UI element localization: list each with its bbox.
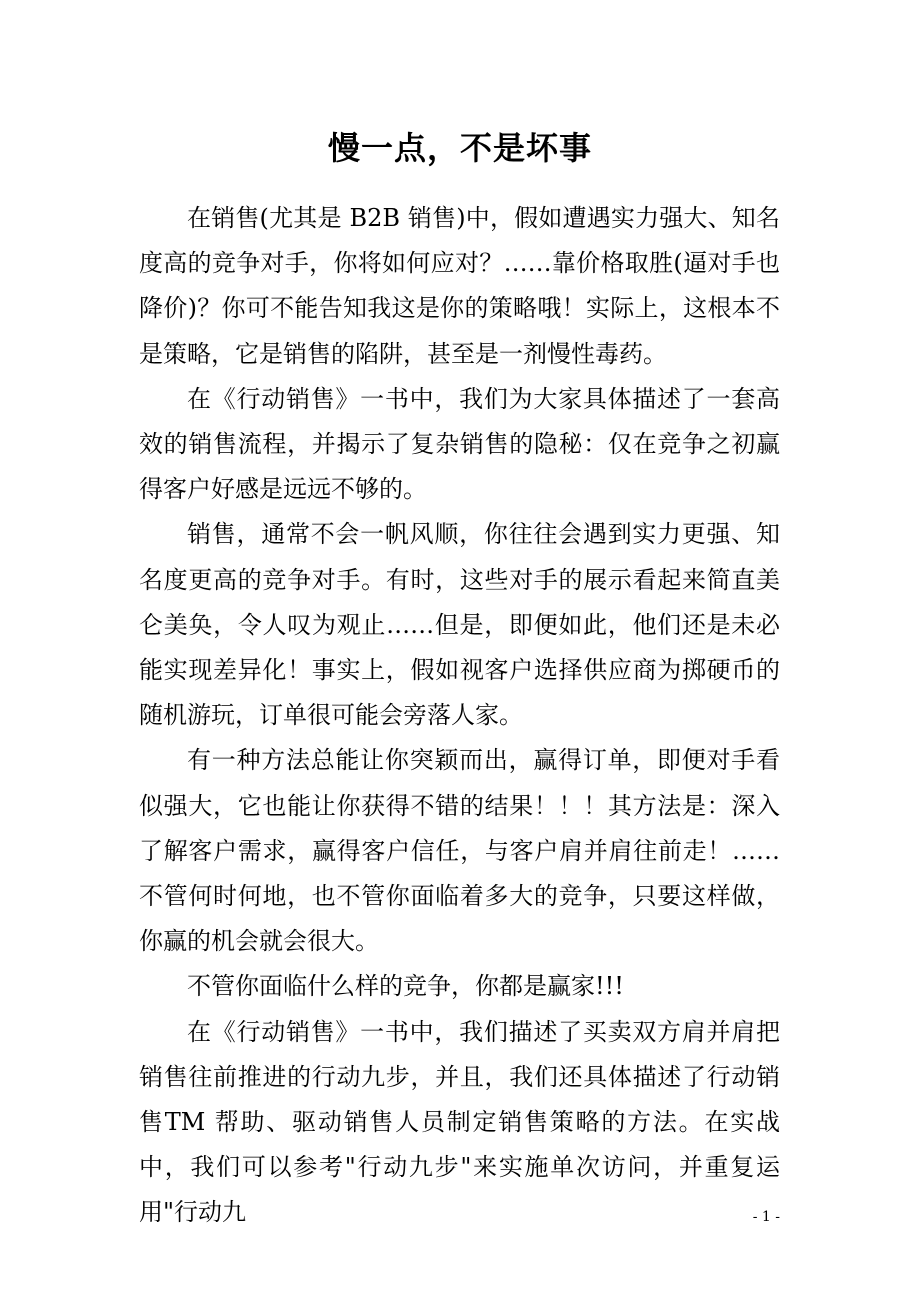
paragraph-6: 在《行动销售》一书中，我们描述了买卖双方肩并肩把销售往前推进的行动九步，并且，我们还具体描述了行动销售TM 帮助、驱动销售人员制定销售策略的方法。在实战中，我们可以参考"行动九步"来实施单次访问，并重复运用"行动九 [139,1017,780,1227]
paragraph-5: 不管你面临什么样的竞争，你都是赢家!!! [187,972,624,1001]
page-number-footer [0,1208,920,1226]
document-body [139,196,780,1236]
paragraph-4: 有一种方法总能让你突颖而出，赢得订单，即便对手看似强大，它也能让你获得不错的结果！！！其方法是：深入了解客户需求，赢得客户信任，与客户肩并肩往前走！……不管何时何地，也不管你面临着多大的竞争，只要这样做，你赢的机会就会很大。 [139,746,780,956]
document-title: 慢一点，不是坏事 [327,129,592,167]
paragraph-2: 在《行动销售》一书中，我们为大家具体描述了一套高效的销售流程，并揭示了复杂销售的隐秘：仅在竞争之初赢得客户好感是远远不够的。 [139,384,780,504]
paragraph-1: 在销售(尤其是 B2B 销售)中，假如遭遇实力强大、知名度高的竞争对手，你将如何应对？……靠价格取胜(逼对手也降价)？你可不能告知我这是你的策略哦！实际上，这根本不是策略，它是销售的陷阱，甚至是一剂慢性毒药。 [139,204,780,368]
paragraph-3: 销售，通常不会一帆风顺，你往往会遇到实力更强、知名度更高的竞争对手。有时，这些对手的展示看起来简直美仑美奂，令人叹为观止……但是，即便如此，他们还是未必能实现差异化！事实上，假如视客户选择供应商为掷硬币的随机游玩，订单很可能会旁落人家。 [139,520,780,730]
page-number: - 1 - [752,1209,780,1225]
